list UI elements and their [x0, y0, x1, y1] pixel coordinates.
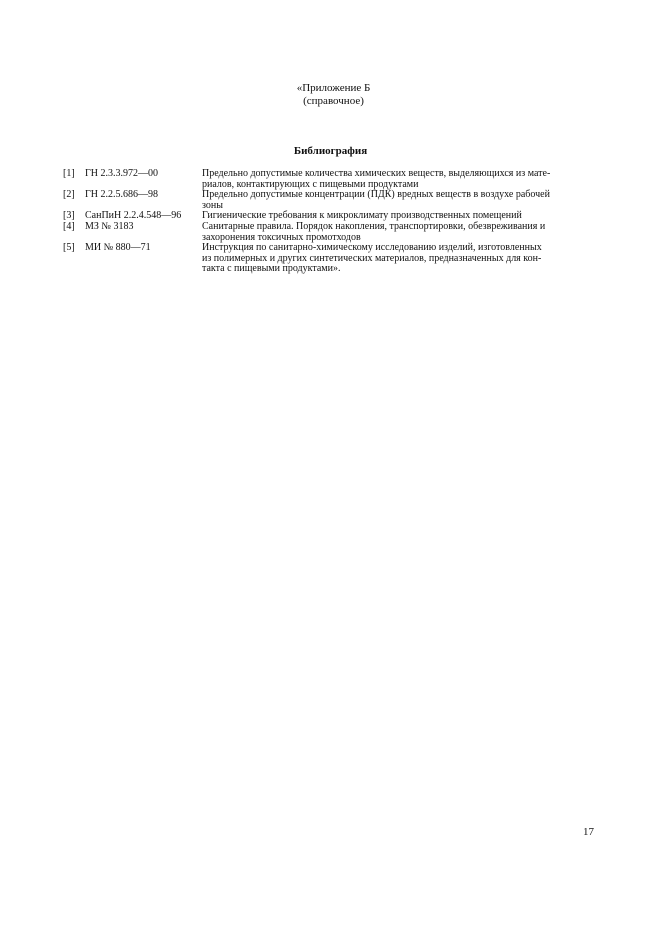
entry-description	[202, 222, 603, 243]
bibliography-entry-2	[63, 190, 603, 211]
appendix-heading	[0, 82, 661, 108]
entry-line: Инструкция по санитарно-химическому исследованию изделий, изготовленных	[202, 242, 542, 254]
entry-line: Предельно допустимые количества химических веществ, выделяющихся из мате-	[202, 168, 551, 179]
entry-line: Гигиенические требования к микроклимату производственных помещений	[202, 210, 522, 222]
entry-number: [1]	[63, 168, 75, 179]
appendix-type: (справочное)	[303, 95, 364, 107]
entry-code: ГН 2.3.3.972—00	[85, 168, 159, 179]
bibliography-title: Библиография	[293, 145, 368, 157]
entry-line: Предельно допустимые концентрации (ПДК) вредных веществ в воздухе рабочей	[202, 189, 550, 201]
entry-line: Санитарные правила. Порядок накопления, транспортировки, обезвреживания и	[202, 220, 546, 232]
entry-code: ГН 2.2.5.686—98	[85, 189, 159, 201]
entry-line: такта с пищевыми продуктами».	[202, 263, 341, 275]
entry-description	[202, 190, 603, 211]
entry-number: [5]	[63, 242, 75, 254]
entry-description	[202, 243, 603, 275]
appendix-label: «Приложение Б	[296, 82, 371, 94]
entry-line: из полимерных и других синтетических материалов, предназначенных для кон-	[202, 252, 542, 264]
entry-line: риалов, контактирующих с пищевыми продуктами	[202, 178, 419, 190]
entry-code: МИ № 880—71	[85, 242, 151, 254]
page-number: 17	[583, 826, 594, 838]
entry-description	[202, 169, 603, 190]
entry-line: зоны	[202, 199, 223, 211]
bibliography-entry-4	[63, 222, 603, 243]
entry-line: захоронения токсичных промотходов	[202, 231, 361, 243]
entry-code: МЗ № 3183	[85, 220, 134, 232]
entry-number: [4]	[63, 220, 75, 232]
bibliography-entry-5	[63, 243, 603, 275]
bibliography-list	[63, 169, 603, 275]
entry-number: [2]	[63, 189, 75, 201]
entry-code: СанПиН 2.2.4.548—96	[85, 210, 182, 222]
entry-number: [3]	[63, 210, 75, 222]
bibliography-entry-1	[63, 169, 603, 190]
